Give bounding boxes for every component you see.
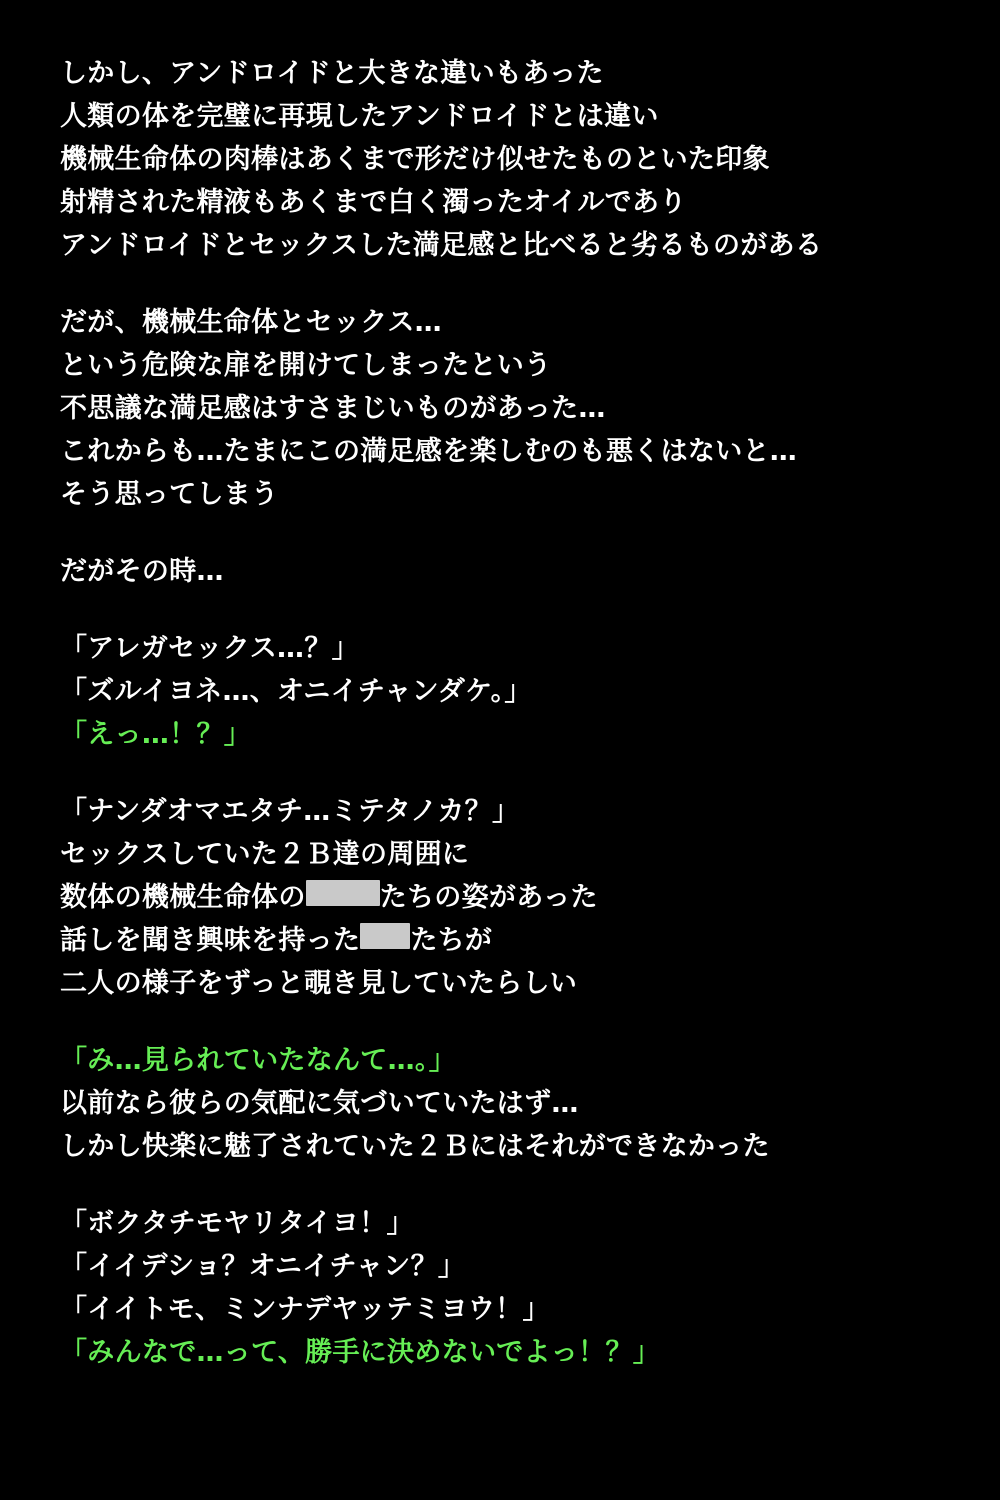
story-line-redacted — [60, 876, 940, 919]
dialogue-block — [60, 627, 940, 756]
dialogue-block — [60, 1202, 940, 1374]
story-line: これからも…たまにこの満足感を楽しむのも悪くはないと… — [60, 436, 798, 467]
story-line-suffix: たちの姿があった — [379, 882, 598, 913]
story-line: アンドロイドとセックスした満足感と比べると劣るものがある — [60, 230, 823, 261]
story-line-prefix: 話しを聞き興味を持った — [60, 925, 361, 956]
story-line: 以前なら彼らの気配に気づいていたはず… — [60, 1088, 579, 1119]
dialogue-line-highlight: 「みんなで…って、勝手に決めないでよっ！？」 — [60, 1337, 661, 1368]
story-line: 射精された精液もあくまで白く濁ったオイルであり — [60, 187, 687, 218]
story-line: 機械生命体の肉棒はあくまで形だけ似せたものといた印象 — [60, 144, 770, 175]
text-block — [60, 52, 940, 267]
dialogue-line-highlight: 「えっ…！？」 — [60, 719, 252, 750]
story-line: しかし、アンドロイドと大きな違いもあった — [60, 58, 604, 89]
story-line: 二人の様子をずっと覗き見していたらしい — [60, 968, 578, 999]
story-line: 人類の体を完璧に再現したアンドロイドとは違い — [60, 101, 659, 132]
dialogue-line: 「ボクタチモヤリタイヨ！」 — [60, 1208, 414, 1239]
story-line: しかし快楽に魅了されていた２Ｂにはそれができなかった — [60, 1131, 770, 1162]
dialogue-line: 「ナンダオマエタチ…ミテタノカ？」 — [60, 796, 520, 827]
story-line: だが、機械生命体とセックス… — [60, 307, 442, 338]
dialogue-line: 「イイデショ？オニイチャン？」 — [60, 1251, 466, 1282]
story-line: だがその時… — [60, 556, 224, 587]
story-line: という危険な扉を開けてしまったという — [60, 350, 552, 381]
dialogue-line: 「イイトモ、ミンナデヤッテミヨウ！」 — [60, 1294, 550, 1325]
story-line: 不思議な満足感はすさまじいものがあった… — [60, 393, 606, 424]
story-line-prefix: 数体の機械生命体の — [60, 882, 306, 913]
dialogue-line: 「アレガセックス…？」 — [60, 633, 359, 664]
dialogue-line-highlight: 「み…見られていたなんて…。」 — [60, 1045, 456, 1076]
text-block — [60, 550, 940, 593]
story-line: セックスしていた２Ｂ達の周囲に — [60, 839, 470, 870]
story-line: そう思ってしまう — [60, 479, 279, 510]
text-block — [60, 301, 940, 516]
story-line-redacted — [60, 919, 940, 962]
story-line-suffix: たちが — [410, 925, 493, 956]
redaction-bar — [306, 880, 380, 906]
dialogue-line: 「ズルイヨネ…、オニイチャンダケ。」 — [60, 676, 532, 707]
redaction-bar — [360, 923, 410, 949]
text-block — [60, 790, 940, 1005]
text-block — [60, 1039, 940, 1168]
